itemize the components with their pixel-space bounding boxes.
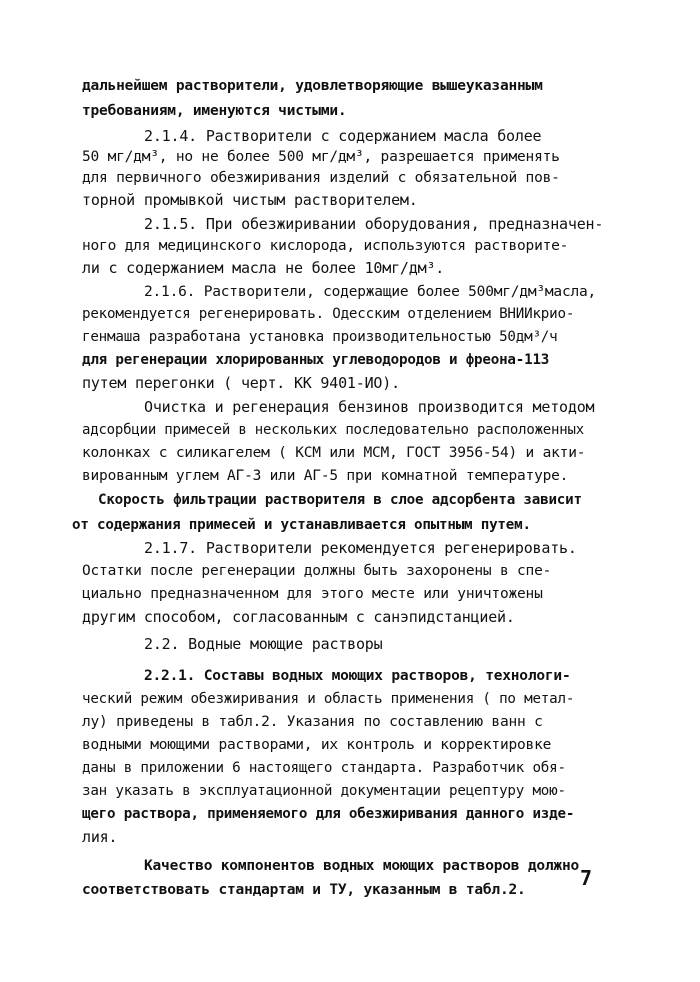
text-line: водными моющими растворами, их контроль и корректировке bbox=[82, 737, 552, 753]
text-line: лия. bbox=[82, 828, 118, 846]
text-line: 2.1.7. Растворители рекомендуется регенерировать. bbox=[144, 539, 577, 557]
text-line: ного для медицинского кислорода, используются растворите- bbox=[82, 238, 569, 254]
text-line: путем перегонки ( черт. КК 9401-ИО). bbox=[82, 374, 400, 392]
text-line: адсорбции примесей в нескольких последовательно расположенных bbox=[82, 422, 584, 438]
text-line: вированным углем АГ-3 или АГ-5 при комнатной температуре. bbox=[82, 468, 569, 484]
text-line: колонках с силикагелем ( КСМ или МСМ, ГОСТ 3956-54) и акти- bbox=[82, 445, 586, 461]
text-line: Очистка и регенерация бензинов производится методом bbox=[144, 398, 595, 416]
page-number: 7 bbox=[580, 866, 593, 890]
text-line: Качество компонентов водных моющих растворов должно bbox=[144, 858, 580, 874]
text-line: ли с содержанием масла не более 10мг/дм³. bbox=[82, 259, 445, 277]
text-line: щего раствора, применяемого для обезжиривания данного изде- bbox=[82, 806, 575, 822]
text-line: 2.1.4. Растворители с содержанием масла более bbox=[144, 127, 542, 145]
text-line: 2.2.1. Составы водных моющих растворов, технологи- bbox=[144, 668, 571, 684]
text-line: Скорость фильтрации растворителя в слое адсорбента зависит bbox=[98, 492, 582, 508]
text-line: требованиям, именуются чистыми. bbox=[82, 103, 347, 119]
text-line: от содержания примесей и устанавливается опытным путем. bbox=[72, 517, 531, 533]
text-line: для первичного обезжиривания изделий с обязательной пов- bbox=[82, 170, 560, 186]
text-line: даны в приложении 6 настоящего стандарта. Разработчик обя- bbox=[82, 760, 566, 776]
text-line: торной промывкой чистым растворителем. bbox=[82, 191, 418, 209]
text-line: соответствовать стандартам и ТУ, указанным в табл.2. bbox=[82, 882, 526, 898]
text-line: Остатки после регенерации должны быть захоронены в спе- bbox=[82, 563, 552, 579]
text-line: 50 мг/дм³, но не более 500 мг/дм³, разрешается применять bbox=[82, 149, 560, 165]
text-line: генмаша разработана установка производительностью 50дм³/ч bbox=[82, 329, 558, 345]
text-line: 2.1.6. Растворители, содержащие более 500мг/дм³масла, bbox=[144, 284, 597, 300]
text-line: другим способом, согласованным с санэпидстанцией. bbox=[82, 608, 515, 626]
text-line: дальнейшем растворители, удовлетворяющие вышеуказанным bbox=[82, 78, 543, 94]
text-line: для регенерации хлорированных углеводородов и фреона-113 bbox=[82, 352, 550, 368]
section-heading: 2.2. Водные моющие растворы bbox=[144, 635, 383, 653]
text-line: зан указать в эксплуатационной документации рецептуру мою- bbox=[82, 783, 566, 799]
text-line: 2.1.5. При обезжиривании оборудования, предназначен- bbox=[144, 215, 604, 233]
text-line: рекомендуется регенерировать. Одесским отделением ВНИИкрио- bbox=[82, 306, 575, 322]
text-line: лу) приведены в табл.2. Указания по составлению ванн с bbox=[82, 714, 543, 730]
text-line: циально предназначенном для этого месте или уничтожены bbox=[82, 586, 543, 602]
text-line: ческий режим обезжиривания и область применения ( по метал- bbox=[82, 691, 575, 707]
